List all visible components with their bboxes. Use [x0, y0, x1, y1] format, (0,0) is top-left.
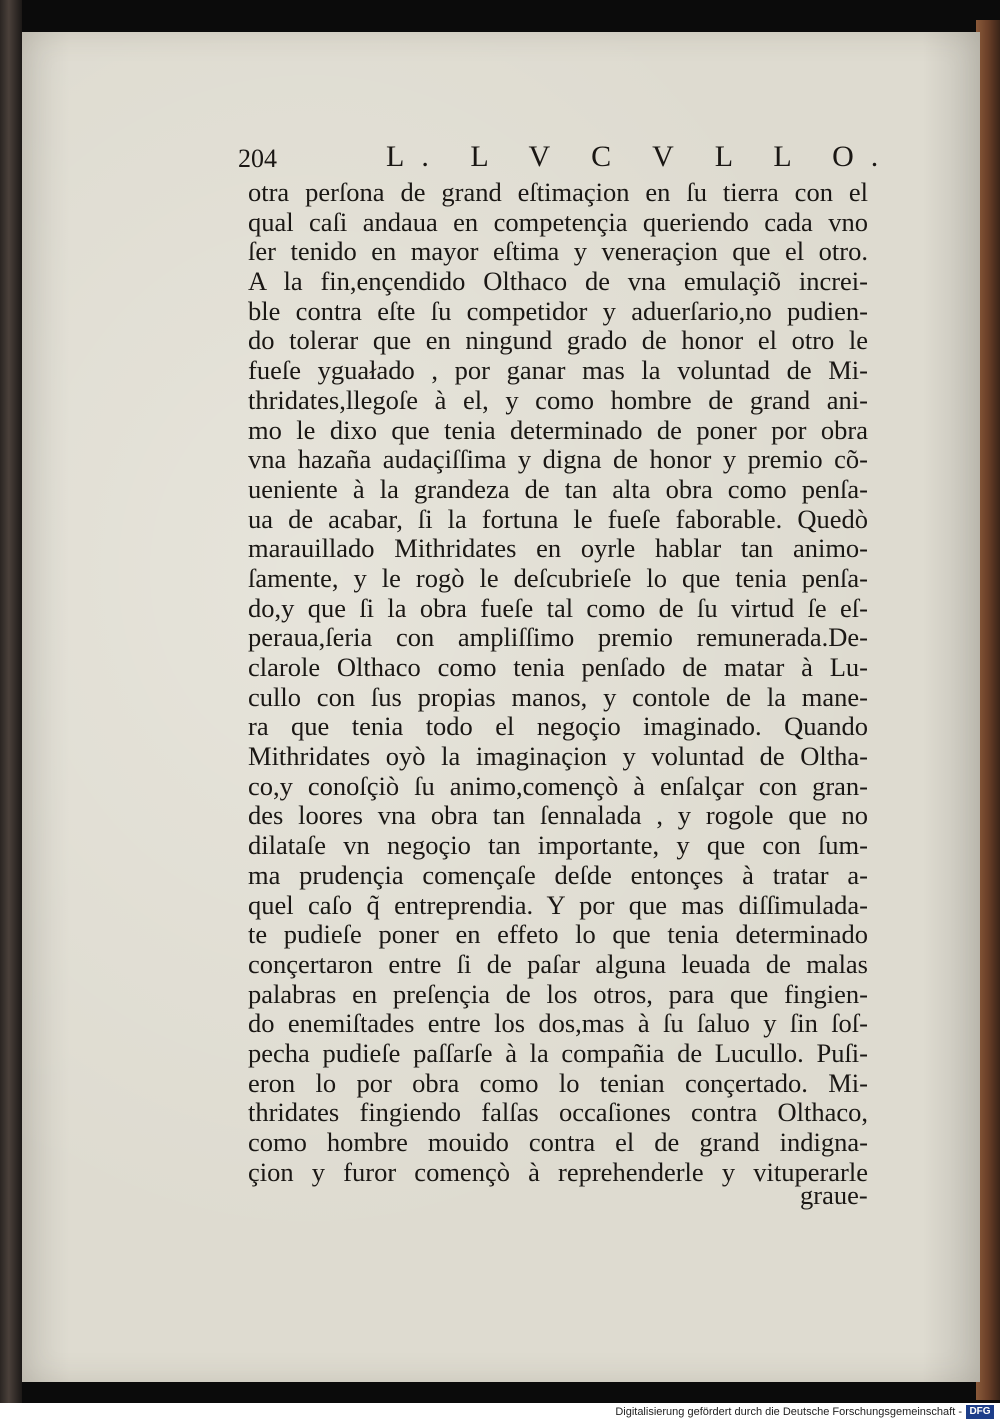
- text-line: ma prudençia començaſe deſde entonçes à tratar a-: [248, 859, 868, 890]
- text-line: eron lo por obra como lo tenian conçertado. Mi-: [248, 1067, 868, 1098]
- text-line: ble contra eſte ſu competidor y aduerſario,no pudien-: [248, 295, 868, 326]
- text-line: como hombre mouido contra el de grand indigna-: [248, 1127, 868, 1157]
- text-line: marauillado Mithridates en oyrle hablar tan animo-: [248, 533, 868, 564]
- book-spine-edge: [0, 0, 22, 1405]
- text-line: ſamente, y le rogò le deſcubrieſe lo que tenia penſa-: [248, 562, 868, 593]
- page-number: 204: [238, 144, 277, 173]
- text-line: conçertaron entre ſi de paſar alguna leuada de malas: [248, 948, 868, 979]
- funding-credit: Digitalisierung gefördert durch die Deutsche Forschungsgemeinschaft -: [615, 1406, 962, 1418]
- text-line: A la fin,ençendido Olthaco de vna emulaçiõ increi-: [248, 266, 868, 297]
- text-line: peraua,ſeria con ampliſſimo premio remunerada.De-: [248, 622, 868, 653]
- text-line: quel caſo q̃ entreprendia. Y por que mas diſſimulada-: [248, 889, 868, 920]
- running-head: [238, 140, 896, 180]
- text-line: cullo con ſus propias manos, y contole de la mane-: [248, 681, 868, 712]
- text-line: thridates fingiendo falſas occaſiones contra Olthaco,: [248, 1097, 868, 1128]
- text-line: dilataſe vn negoçio tan importante, y que con ſum-: [248, 830, 868, 861]
- text-line: pecha pudieſe paſſarſe à la compañia de Lucullo. Puſi-: [248, 1037, 868, 1068]
- text-line: do,y que ſi la obra fueſe tal como de ſu virtud ſe eſ-: [248, 592, 868, 623]
- text-line: mo le dixo que tenia determinado de poner por obra: [248, 414, 868, 445]
- text-line: te pudieſe poner en effeto lo que tenia determinado: [248, 919, 868, 950]
- text-line: co,y conoſçiò ſu animo,començò à enſalçar con gran-: [248, 770, 868, 801]
- text-line: thridates,llegoſe à el, y como hombre de grand ani-: [248, 384, 868, 415]
- dfg-logo-icon: DFG: [966, 1405, 994, 1419]
- text-line: otra perſona de grand eſtimaçion en ſu tierra con el: [248, 177, 868, 207]
- text-line: des loores vna obra tan ſennalada , y rogole que no: [248, 800, 868, 831]
- text-line: clarole Olthaco como tenia penſado de matar à Lu-: [248, 652, 868, 682]
- text-line: ſer tenido en mayor eſtima y veneraçion que el otro.: [248, 236, 868, 267]
- text-line: fueſe yguałado , por ganar mas la voluntad de Mi-: [248, 355, 868, 386]
- text-line: çion y furor començò à reprehenderle y vituperarle: [248, 1156, 868, 1187]
- body-text: [248, 178, 888, 1187]
- text-line: do tolerar que en ningund grado de honor el otro le: [248, 325, 868, 356]
- text-line: vna hazaña audaçiſſima y digna de honor y premio cõ-: [248, 444, 868, 475]
- text-line: ua de acabar, ſi la fortuna le fueſe faborable. Quedò: [248, 503, 868, 534]
- text-line: Mithridates oyò la imaginaçion y voluntad de Oltha-: [248, 741, 868, 772]
- catchword: graue-: [800, 1180, 868, 1210]
- text-line: palabras en preſençia de los otros, para que fingien-: [248, 978, 868, 1009]
- text-line: do enemiſtades entre los dos,mas à ſu ſaluo y ſin ſoſ-: [248, 1008, 868, 1039]
- running-title: L. L V C V L L O.: [386, 140, 896, 173]
- text-line: qual caſi andaua en competençia queriendo cada vno: [248, 206, 868, 237]
- text-line: ra que tenia todo el negoçio imaginado. Quando: [248, 711, 868, 742]
- text-line: ueniente à la grandeza de tan alta obra como penſa-: [248, 473, 868, 504]
